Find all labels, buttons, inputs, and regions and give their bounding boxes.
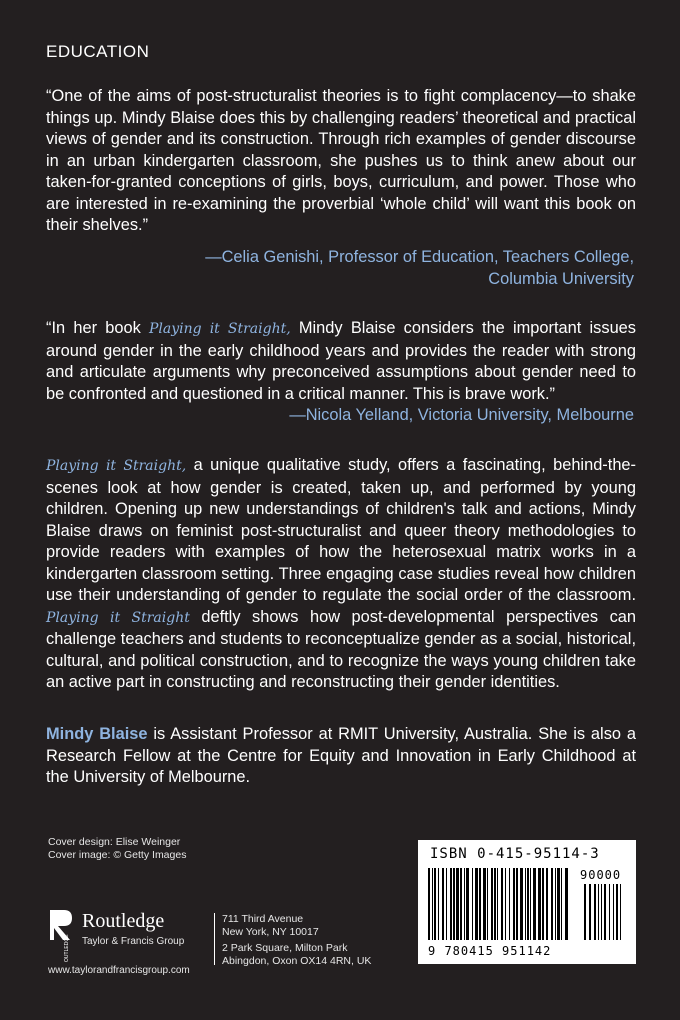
barcode-bar [561,868,562,940]
barcode-bar [546,868,548,940]
publisher-group: Taylor & Francis Group [82,936,185,947]
barcode-bar [475,868,478,940]
barcode-addon-bar [589,884,591,940]
quote-2-attribution: —Nicola Yelland, Victoria University, Melbourne [289,406,634,424]
barcode-bar [479,868,481,940]
barcode-bar [460,868,462,940]
quote-1-attribution-line-2: Columbia University [488,269,634,288]
barcode-bar [530,868,531,940]
isbn-text: ISBN 0-415-95114-3 [430,846,600,862]
barcode-bars [426,868,626,946]
quote-2-prefix: “In her book [46,319,149,337]
cover-design-credit: Cover design: Elise Weinger [48,836,181,848]
quote-1-text: “One of the aims of post-structuralist theories is to fight complacency—to shake things up. Mindy Blaise does this by challenging readers’ theoretical and practical views of gender and its construction. Through rich examples of gender discourse in an urban kindergarten classroom, she pushes us to think anew about our taken-for-granted conceptions of girls, boys, curriculum, and power. Those who are interested in re-examining the proverbial ‘whole child’ will want this book on their shelves.” [46,87,636,234]
barcode-bar [464,868,465,940]
description-part-2: deftly shows how post-developmental perspectives can challenge teachers and students to reconceptualize gender as a social, historical, cultural, and political construction, and to recognize the ways young children take an active part in constructing and reconstructing their gender identities. [46,607,636,691]
barcode-addon-bar [601,884,602,940]
barcode-bar [428,868,430,940]
barcode-bar [472,868,473,940]
description-part-1: a unique qualitative study, offers a fascinating, behind-the-scenes look at how gender is created, taken up, and performed by young children. Opening up new understandings of children's talk and actions, Mindy Blaise draws on feminist post-structuralist and queer theory methodologies to provide readers with examples of how the heterosexual matrix works in a kindergarten classroom setting. Three engaging case studies reveal how children use their understanding of gender to regulate the social order of the classroom. [46,456,637,604]
barcode-bar [466,868,469,940]
address-line-1: 711 Third Avenue [222,913,304,925]
author-bio [46,724,636,789]
barcode-bar [497,868,498,940]
address-line-2: New York, NY 10017 [222,926,319,938]
author-bio-text: is Assistant Professor at RMIT University, Australia. She is also a Research Fellow at the Centre for Equity and Innovation in Early Childhood at the University of Melbourne. [46,725,636,786]
ean-number: 9 780415 951142 [428,944,552,958]
barcode-bar [505,868,506,940]
barcode-bar [494,868,496,940]
barcode-bar [442,868,444,940]
barcode-bar [516,868,518,940]
barcode-bar [509,868,510,940]
barcode-bar [438,868,439,940]
barcode-addon-bar [620,884,621,940]
author-name: Mindy Blaise [46,725,148,743]
barcode-bar [542,868,544,940]
publisher-name: Routledge [82,910,165,932]
publisher-address [222,913,371,968]
barcode-addon-bar [598,884,599,940]
routledge-side-label: ROUTLEDGE [64,934,70,962]
barcode-bar [513,868,515,940]
quote-2-book-title: Playing it Straight, [148,321,291,337]
barcode-bar [446,868,447,940]
quote-2-body: Mindy Blaise considers the important issues around gender in the early childhood years and provides the reader with strong and articulate arguments why preconceived assumptions about gender need to be confronted and questioned in a critical manner. This is brave work.” [46,319,636,403]
category-label: EDUCATION [46,42,150,61]
barcode-bar [520,868,523,940]
barcode-bar [450,868,452,940]
barcode-bar [533,868,536,940]
quote-1-attribution-line-1: —Celia Genishi, Professor of Education, Teachers College, [205,248,634,266]
isbn-barcode [418,840,636,964]
barcode-bar [501,868,503,940]
barcode-bar [565,868,568,940]
barcode-addon-bar [613,884,614,940]
cover-image-credit: Cover image: © Getty Images [48,849,187,861]
cover-credits [48,836,186,862]
barcode-addon-bar [609,884,610,940]
barcode-bar [538,868,541,940]
barcode-addon-bar [584,884,586,940]
barcode-bar [432,868,433,940]
quote-1-attribution [114,247,634,290]
publisher-url: www.taylorandfrancisgroup.com [48,965,190,976]
barcode-bar [483,868,486,940]
description-book-title-2: Playing it Straight [46,609,190,626]
address-line-4: Abingdon, Oxon OX14 4RN, UK [222,955,372,967]
barcode-addon-bar [616,884,618,940]
barcode-addon-bar [604,884,606,940]
barcode-bar [525,868,526,940]
barcode-bar [491,868,493,940]
barcode-bar [551,868,553,940]
publisher-divider [214,913,215,965]
barcode-bar [487,868,488,940]
barcode-bar [456,868,459,940]
barcode-bar [555,868,556,940]
barcode-addon-number: 90000 [580,868,622,882]
description-book-title-1: Playing it Straight, [46,458,187,474]
barcode-bar [527,868,529,940]
barcode-bar [434,868,436,940]
barcode-bar [453,868,455,940]
quote-2-text [46,318,636,405]
barcode-bar [557,868,560,940]
book-description [46,455,636,694]
address-line-3: 2 Park Square, Milton Park [222,942,348,954]
barcode-addon-bar [594,884,596,940]
routledge-logo-icon [46,906,74,962]
